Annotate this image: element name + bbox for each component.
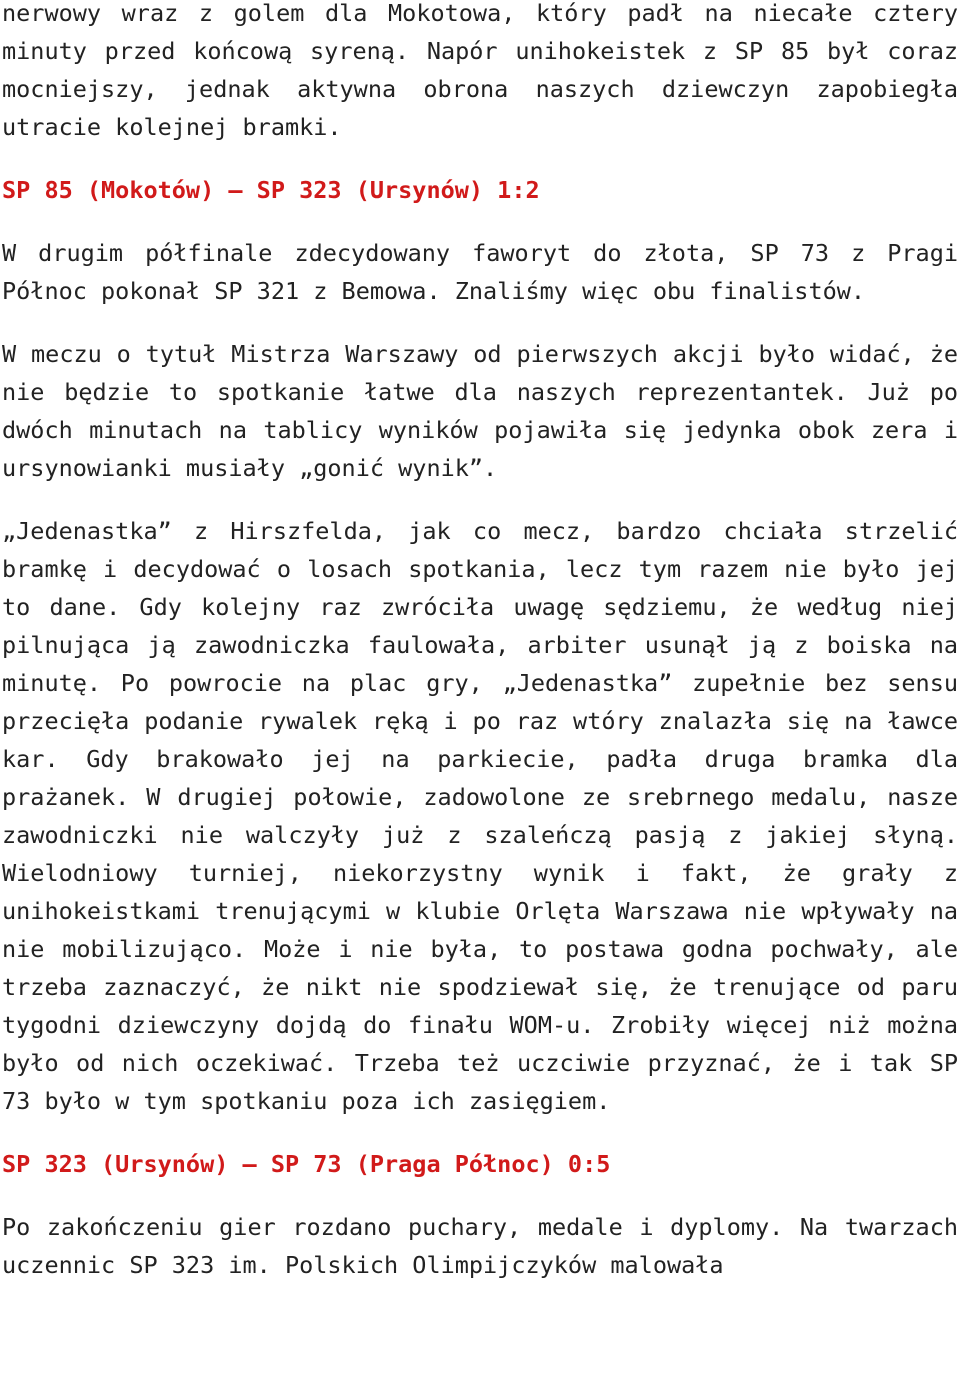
paragraph-ceremony: Po zakończeniu gier rozdano puchary, medale i dyplomy. Na twarzach uczennic SP 323 im. Polskich Olimpijczyków malowała xyxy=(2,1213,958,1279)
article-body xyxy=(2,0,958,1309)
score-final: SP 323 (Ursynów) – SP 73 (Praga Północ) 0:5 xyxy=(2,1150,611,1178)
paragraph-final-start: W meczu o tytuł Mistrza Warszawy od pierwszych akcji było widać, że nie będzie to spotkanie łatwe dla naszych reprezentantek. Już po dwóch minutach na tablicy wyników pojawiła się jedynka obok zera i ursynowianki musiały „gonić wynik”. xyxy=(2,340,958,482)
paragraph-final-report: „Jedenastka” z Hirszfelda, jak co mecz, bardzo chciała strzelić bramkę i decydować o losach spotkania, lecz tym razem nie było jej to dane. Gdy kolejny raz zwróciła uwagę sędziemu, że według niej pilnująca ją zawodniczka faulowała, arbiter usunął ją z boiska na minutę. Po powrocie na plac gry, „Jedenastka” zupełnie bez sensu przecięła podanie rywalek ręką i po raz wtóry znalazła się na ławce kar. Gdy brakowało jej na parkiecie, padła druga bramka dla prażanek. W drugiej połowie, zadowolone ze srebrnego medalu, nasze zawodniczki nie walczyły już z szaleńczą pasją z jakiej słyną. Wielodniowy turniej, niekorzystny wynik i fakt, że grały z unihokeistkami trenującymi w klubie Orlęta Warszawa nie wpływały na nie mobilizująco. Może i nie była, to postawa godna pochwały, ale trzeba zaznaczyć, że nikt nie spodziewał się, że trenujące od paru tygodni dziewczyny dojdą do finału WOM-u. Zrobiły więcej niż można było od nich oczekiwać. Trzeba też uczciwie przyznać, że i tak SP 73 było w tym spotkaniu poza ich zasięgiem. xyxy=(2,517,958,1115)
paragraph-semifinal-end: nerwowy wraz z golem dla Mokotowa, który padł na niecałe cztery minuty przed końcową syreną. Napór unihokeistek z SP 85 był coraz mocniejszy, jednak aktywna obrona naszych dziewczyn zapobiegła utracie kolejnej bramki. xyxy=(2,0,958,141)
paragraph-second-semifinal: W drugim półfinale zdecydowany faworyt do złota, SP 73 z Pragi Północ pokonał SP 321 z Bemowa. Znaliśmy więc obu finalistów. xyxy=(2,239,958,305)
score-semifinal: SP 85 (Mokotów) – SP 323 (Ursynów) 1:2 xyxy=(2,176,540,204)
